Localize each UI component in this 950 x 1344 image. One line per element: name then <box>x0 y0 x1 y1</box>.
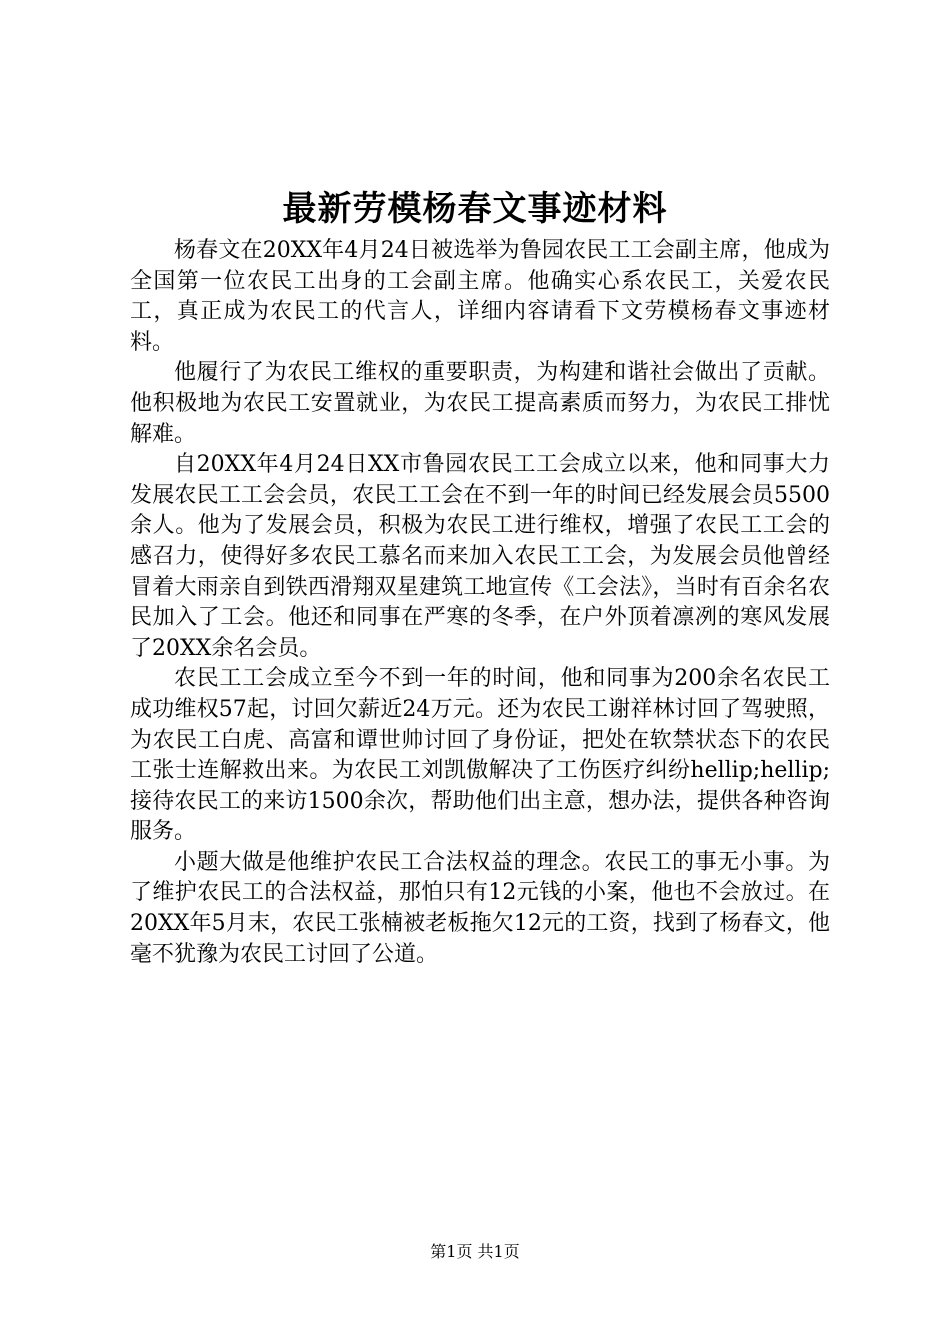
paragraph-1: 杨春文在20XX年4月24日被选举为鲁园农民工工会副主席，他成为全国第一位农民工出身的工会副主席。他确实心系农民工，关爱农民工，真正成为农民工的代言人，详细内容请看下文劳模杨春文事迹材料。 <box>130 238 830 355</box>
paragraph-2: 他履行了为农民工维权的重要职责，为构建和谐社会做出了贡献。他积极地为农民工安置就业，为农民工提高素质而努力，为农民工排忧解难。 <box>130 360 830 447</box>
document-body <box>130 236 830 970</box>
document-title: 最新劳模杨春文事迹材料 <box>282 189 668 229</box>
paragraph-4: 农民工工会成立至今不到一年的时间，他和同事为200余名农民工成功维权57起，讨回欠薪近24万元。还为农民工谢祥林讨回了驾驶照，为农民工白虎、高富和谭世帅讨回了身份证，把处在软禁状态下的农民工张士连解救出来。为农民工刘凯傲解决了工伤医疗纠纷hellip;hellip;接待农民工的来访1500余次，帮助他们出主意，想办法，提供各种咨询服务。 <box>130 666 830 845</box>
page-footer: 第1页 共1页 <box>430 1242 520 1261</box>
paragraph-5: 小题大做是他维护农民工合法权益的理念。农民工的事无小事。为了维护农民工的合法权益，那怕只有12元钱的小案，他也不会放过。在20XX年5月末，农民工张楠被老板拖欠12元的工资，找到了杨春文，他毫不犹豫为农民工讨回了公道。 <box>130 849 830 967</box>
paragraph-3: 自20XX年4月24日XX市鲁园农民工工会成立以来，他和同事大力发展农民工工会会员，农民工工会在不到一年的时间已经发展会员5500余人。他为了发展会员，积极为农民工进行维权，增强了农民工工会的感召力，使得好多农民工慕名而来加入农民工工会，为发展会员他曾经冒着大雨亲自到铁西滑翔双星建筑工地宣传《工会法》，当时有百余名农民加入了工会。他还和同事在严寒的冬季，在户外顶着凛冽的寒风发展了20XX余名会员。 <box>130 452 830 661</box>
